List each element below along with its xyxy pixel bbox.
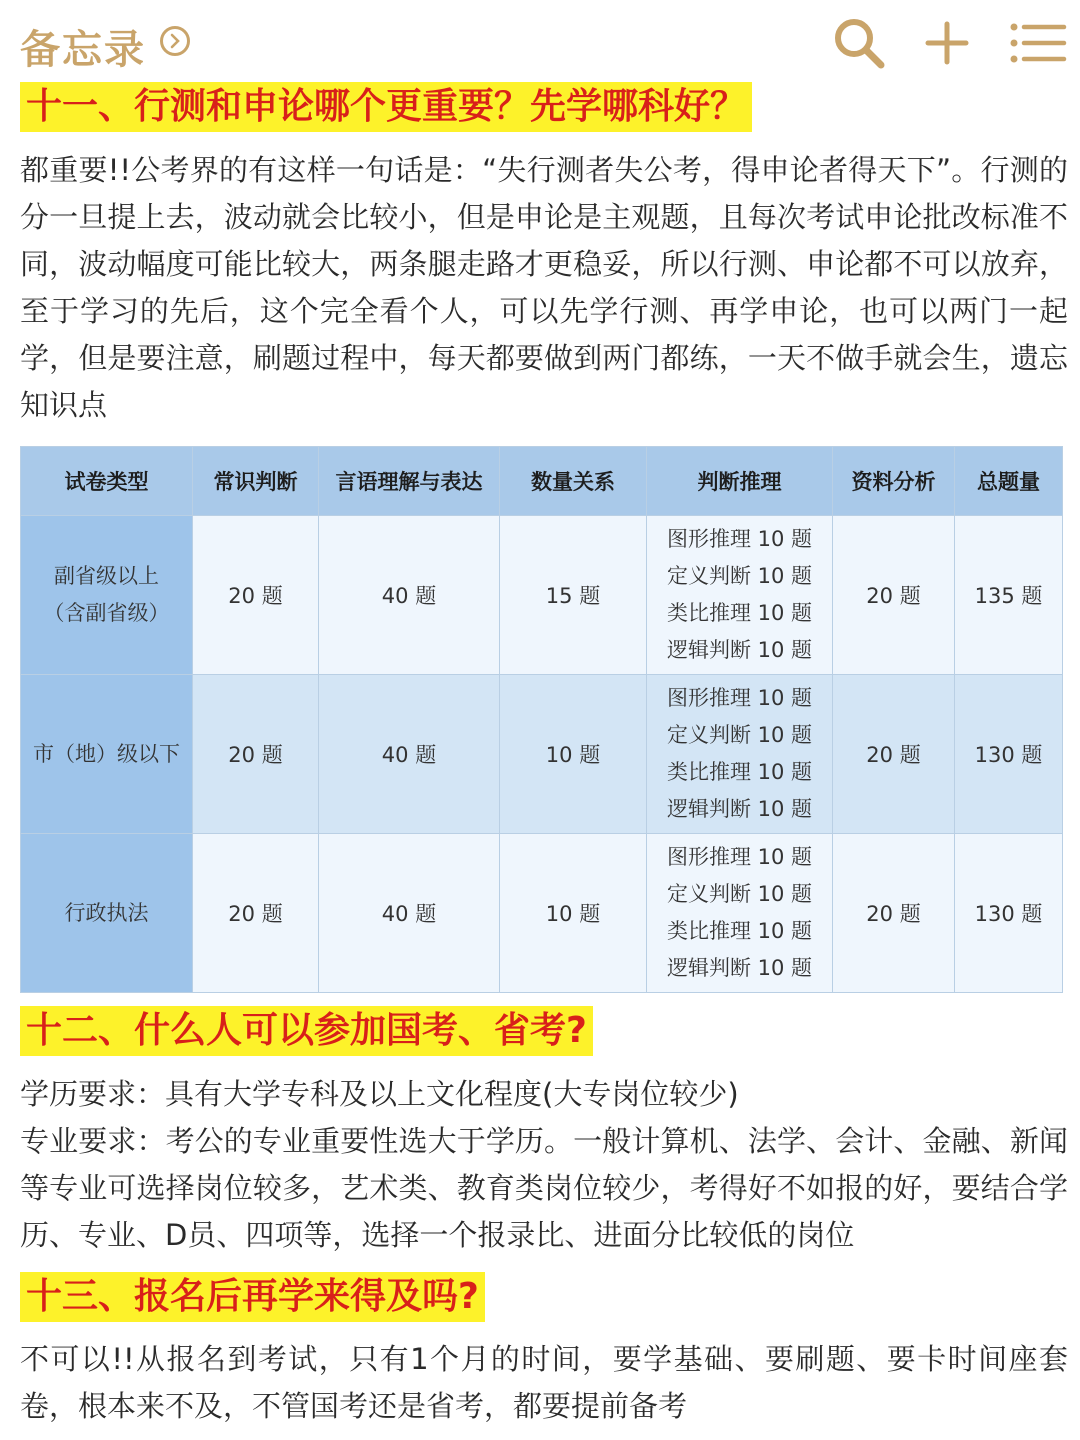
menu-list-icon[interactable] xyxy=(1008,16,1068,74)
chevron-right-icon[interactable] xyxy=(160,26,190,56)
section-13-text: 不可以!!从报名到考试，只有1个月的时间，要学基础、要刷题、要卡时间座套卷，根本来不及，不管国考还是省考，都要提前备考 xyxy=(20,1342,1068,1423)
col-header-quant: 数量关系 xyxy=(500,447,647,516)
judge-item: 图形推理 10 题 xyxy=(666,686,813,710)
section-11-heading: 十一、行测和申论哪个更重要？先学哪科好？ xyxy=(20,82,752,132)
common-cell: 20 题 xyxy=(193,834,319,993)
col-header-common: 常识判断 xyxy=(193,447,319,516)
judge-cell xyxy=(647,675,833,834)
judge-item: 图形推理 10 题 xyxy=(666,845,813,869)
table-header-row xyxy=(21,447,1063,516)
row-type-cell xyxy=(21,516,193,675)
section-12-heading: 十二、什么人可以参加国考、省考? xyxy=(20,1006,593,1056)
judge-item: 图形推理 10 题 xyxy=(666,527,813,551)
table-row xyxy=(21,516,1063,675)
judge-item: 逻辑判断 10 题 xyxy=(666,956,813,980)
section-13-heading: 十三、报名后再学来得及吗? xyxy=(20,1272,485,1322)
row-type-cell xyxy=(21,675,193,834)
row-type-line2: （含副省级） xyxy=(43,601,170,625)
common-cell: 20 题 xyxy=(193,675,319,834)
judge-item: 类比推理 10 题 xyxy=(666,601,813,625)
judge-item: 逻辑判断 10 题 xyxy=(666,797,813,821)
total-cell: 130 题 xyxy=(955,675,1063,834)
col-header-type: 试卷类型 xyxy=(21,447,193,516)
education-requirement: 学历要求：具有大学专科及以上文化程度(大专岗位较少) xyxy=(20,1077,739,1111)
quant-cell: 15 题 xyxy=(500,516,647,675)
search-icon[interactable] xyxy=(832,16,886,74)
section-11-body xyxy=(20,147,1068,429)
judge-item: 类比推理 10 题 xyxy=(666,760,813,784)
col-header-data: 资料分析 xyxy=(833,447,955,516)
common-cell: 20 题 xyxy=(193,516,319,675)
total-cell: 130 题 xyxy=(955,834,1063,993)
quant-cell: 10 题 xyxy=(500,675,647,834)
section-13-body xyxy=(20,1336,1068,1430)
data-cell: 20 题 xyxy=(833,675,955,834)
col-header-verbal: 言语理解与表达 xyxy=(319,447,500,516)
judge-cell xyxy=(647,516,833,675)
table-row xyxy=(21,834,1063,993)
col-header-total: 总题量 xyxy=(955,447,1063,516)
data-cell: 20 题 xyxy=(833,834,955,993)
data-cell: 20 题 xyxy=(833,516,955,675)
row-type-line1: 副省级以上 xyxy=(54,564,159,588)
app-title[interactable]: 备忘录 xyxy=(20,27,146,73)
row-type-cell xyxy=(21,834,193,993)
col-header-judge: 判断推理 xyxy=(647,447,833,516)
judge-item: 定义判断 10 题 xyxy=(666,882,813,906)
verbal-cell: 40 题 xyxy=(319,516,500,675)
verbal-cell: 40 题 xyxy=(319,675,500,834)
judge-item: 类比推理 10 题 xyxy=(666,919,813,943)
row-type-line1: 行政执法 xyxy=(64,900,149,925)
plus-icon[interactable] xyxy=(922,16,972,74)
judge-item: 定义判断 10 题 xyxy=(666,723,813,747)
table-row xyxy=(21,675,1063,834)
top-bar xyxy=(0,0,1080,88)
total-cell: 135 题 xyxy=(955,516,1063,675)
judge-item: 逻辑判断 10 题 xyxy=(666,638,813,662)
judge-cell xyxy=(647,834,833,993)
major-requirement: 专业要求：考公的专业重要性选大于学历。一般计算机、法学、会计、金融、新闻等专业可选择岗位较多，艺术类、教育类岗位较少，考得好不如报的好，要结合学历、专业、D员、四项等，选择一个报录比、进面分比较低的岗位 xyxy=(20,1124,1068,1252)
verbal-cell: 40 题 xyxy=(319,834,500,993)
exam-structure-table xyxy=(20,446,1063,993)
section-11-text: 都重要!!公考界的有这样一句话是：“失行测者失公考，得申论者得天下”。行测的分一旦提上去，波动就会比较小，但是申论是主观题，且每次考试申论批改标准不同，波动幅度可能比较大，两条腿走路才更稳妥，所以行测、申论都不可以放弃，至于学习的先后，这个完全看个人，可以先学行测、再学申论，也可以两门一起学，但是要注意，刷题过程中，每天都要做到两门都练，一天不做手就会生，遗忘知识点 xyxy=(20,153,1068,422)
row-type-line1: 市（地）级以下 xyxy=(33,741,180,766)
quant-cell: 10 题 xyxy=(500,834,647,993)
judge-item: 定义判断 10 题 xyxy=(666,564,813,588)
section-12-body xyxy=(20,1071,1068,1259)
